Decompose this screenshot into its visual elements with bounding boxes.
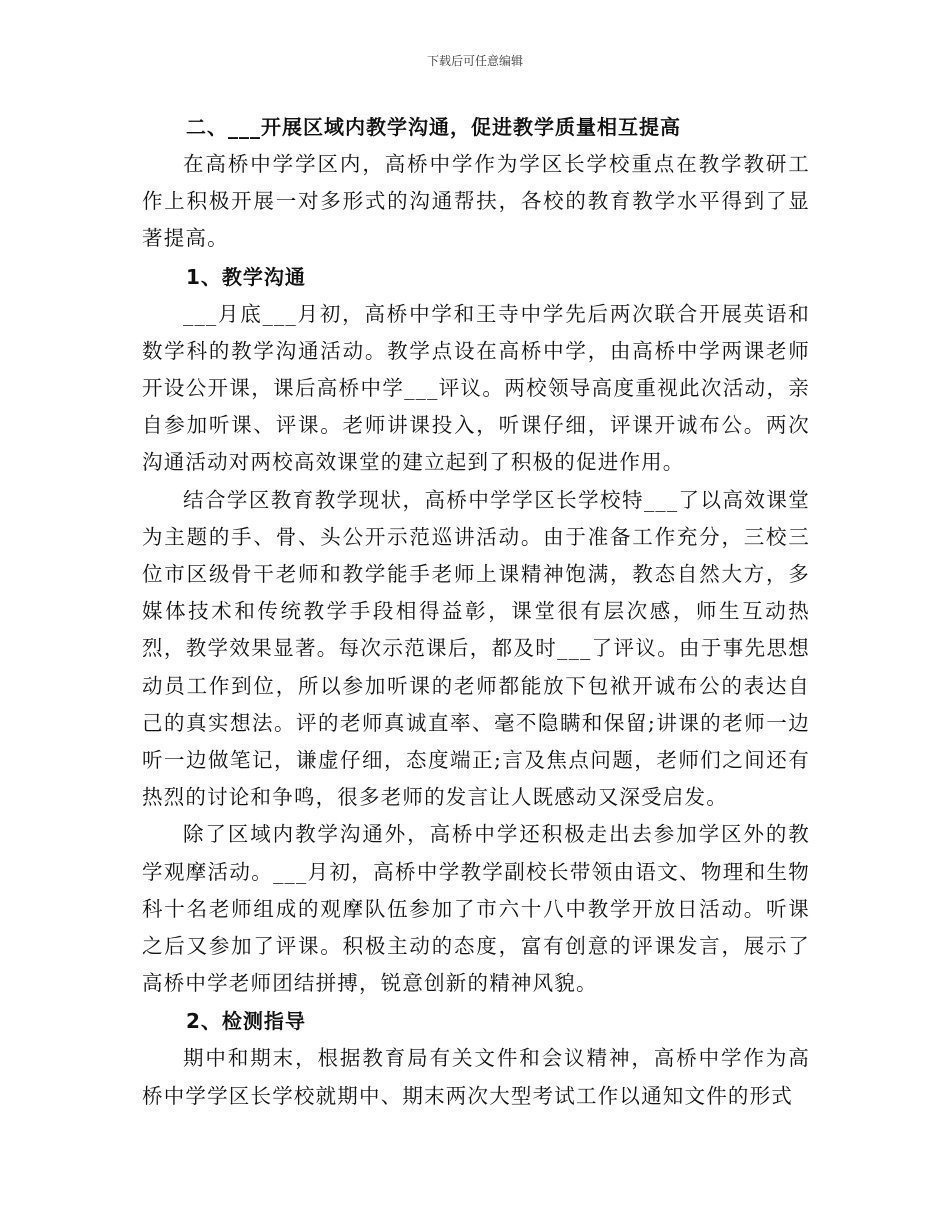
paragraph-demonstration-lessons: 结合学区教育教学现状，高桥中学学区长学校特___了以高效课堂为主题的手、骨、头公开示范巡讲活动。由于准备工作充分，三校三位市区级骨干老师和教学能手老师上课精神饱满，教态自然大方，多媒体技术和传统教学手段相得益彰，课堂很有层次感，师生互动热烈，教学效果显著。每次示范课后，都及时___了评议。由于事先思想动员工作到位，所以参加听课的老师都能放下包袱开诚布公的表达自己的真实想法。评的老师真诚直率、毫不隐瞒和保留;讲课的老师一边听一边做笔记，谦虚仔细，态度端正;言及焦点问题，老师们之间还有热烈的讨论和争鸣，很多老师的发言让人既感动又深受启发。 xyxy=(142,487,810,810)
header-note: 下载后可任意编辑 xyxy=(426,54,523,68)
paragraph-exam-work: 期中和期末，根据教育局有关文件和会议精神，高桥中学作为高桥中学学区长学校就期中、期末两次大型考试工作以通知文件的形式 xyxy=(142,1046,810,1108)
subsection-title-teaching-communication: 1、教学沟通 xyxy=(186,264,306,289)
paragraph-joint-activities: ___月底___月初，高桥中学和王寺中学先后两次联合开展英语和数学科的教学沟通活动。教学点设在高桥中学，由高桥中学两课老师开设公开课，课后高桥中学___评议。两校领导高度重视此次活动，亲自参加听课、评课。老师讲课投入，听课仔细，评课开诚布公。两次沟通活动对两校高效课堂的建立起到了积极的促进作用。 xyxy=(142,301,810,475)
document-body xyxy=(142,108,810,1115)
paragraph-external-observation: 除了区域内教学沟通外，高桥中学还积极走出去参加学区外的教学观摩活动。___月初，高桥中学教学副校长带领由语文、物理和生物科十名老师组成的观摩队伍参加了市六十八中教学开放日活动。听课之后又参加了评课。积极主动的态度，富有创意的评课发言，展示了高桥中学老师团结拼搏，锐意创新的精神风貌。 xyxy=(142,822,810,996)
section-title: 二、___开展区域内教学沟通，促进教学质量相互提高 xyxy=(186,115,681,139)
subsection-title-testing-guidance: 2、检测指导 xyxy=(186,1009,306,1034)
intro-paragraph: 在高桥中学学区内，高桥中学作为学区长学校重点在教学教研工作上积极开展一对多形式的沟通帮扶，各校的教育教学水平得到了显著提高。 xyxy=(142,152,810,251)
